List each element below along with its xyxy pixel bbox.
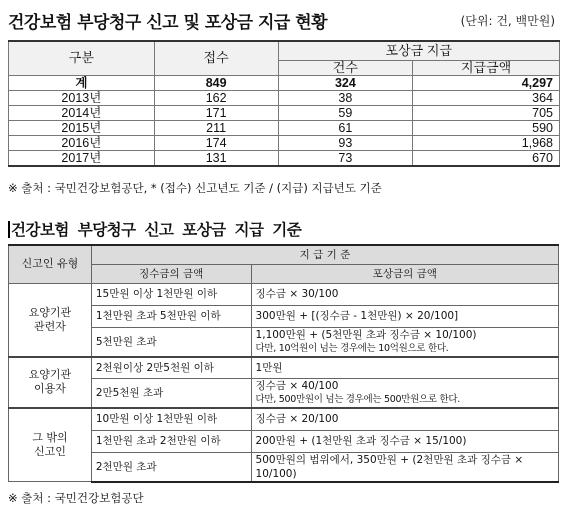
header-amount: 지급금액 — [413, 60, 560, 75]
table-cell: 38 — [278, 90, 413, 105]
table-cell: 73 — [278, 150, 413, 166]
reporter-type-cell: 요양기관 관련자 — [9, 283, 92, 357]
reward-amount-cell — [251, 305, 558, 327]
reward-amount-cell — [251, 327, 558, 357]
header-category: 구분 — [9, 41, 155, 75]
source-note-2: ※ 출처 : 국민건강보험공단 — [8, 491, 144, 505]
header-reward-group: 포상금 지급 — [278, 41, 560, 60]
reward-formula: 징수금 × 20/100 — [255, 413, 339, 426]
table-cell: 1,968 — [413, 135, 560, 150]
reporter-type-cell: 그 밖의 신고인 — [9, 408, 92, 482]
table-cell: 2016년 — [9, 135, 155, 150]
reward-amount-cell — [251, 357, 558, 379]
reward-status-table — [8, 40, 560, 167]
table-cell: 171 — [154, 105, 278, 120]
header-reporter-type: 신고인 유형 — [9, 245, 92, 283]
table-row — [9, 135, 560, 150]
criteria-row — [9, 430, 559, 452]
source-note-1: ※ 출처 : 국민건강보험공단, * (접수) 신고년도 기준 / (지급) 지급년도 기준 — [8, 181, 382, 195]
table-cell: 174 — [154, 135, 278, 150]
table-cell: 61 — [278, 120, 413, 135]
text-cursor — [8, 221, 10, 238]
table-cell: 4,297 — [413, 75, 560, 90]
reward-formula: 1만원 — [255, 361, 283, 374]
reward-criteria-table — [8, 244, 559, 483]
criteria-row — [9, 283, 559, 305]
reward-formula: 징수금 × 40/100 — [255, 380, 339, 392]
table-cell: 849 — [154, 75, 278, 90]
table-row — [9, 90, 560, 105]
collected-amount-cell: 2천원이상 2만5천원 이하 — [91, 357, 251, 379]
table-row — [9, 120, 560, 135]
criteria-row — [9, 408, 559, 430]
criteria-row — [9, 357, 559, 379]
table-cell: 324 — [278, 75, 413, 90]
table-cell: 364 — [413, 90, 560, 105]
reward-amount-cell — [251, 408, 558, 430]
table-cell: 2015년 — [9, 120, 155, 135]
collected-amount-cell: 10만원 이상 1천만원 이하 — [91, 408, 251, 430]
reward-note: 다만, 500만원이 넘는 경우에는 500만원으로 한다. — [255, 394, 460, 405]
header-count: 건수 — [278, 60, 413, 75]
table-cell: 2017년 — [9, 150, 155, 166]
unit-label: (단위: 건, 백만원) — [460, 14, 555, 28]
criteria-row — [9, 379, 559, 409]
table-row — [9, 105, 560, 120]
criteria-row — [9, 327, 559, 357]
table2-title — [8, 218, 301, 240]
table-cell: 670 — [413, 150, 560, 166]
table-cell: 705 — [413, 105, 560, 120]
table-cell: 계 — [9, 75, 155, 90]
reward-amount-cell — [251, 283, 558, 305]
header-reward-amount: 포상금의 금액 — [251, 264, 558, 283]
table-cell: 211 — [154, 120, 278, 135]
header-collected-amount: 징수금의 금액 — [91, 264, 251, 283]
reward-formula: 1,100만원 + (5천만원 초과 징수금 × 10/100) — [255, 328, 477, 341]
collected-amount-cell: 5천만원 초과 — [91, 327, 251, 357]
collected-amount-cell: 1천만원 초과 5천만원 이하 — [91, 305, 251, 327]
reward-formula: 200만원 + (1천만원 초과 징수금 × 15/100) — [255, 435, 467, 447]
table-cell: 131 — [154, 150, 278, 166]
collected-amount-cell: 2만5천원 초과 — [91, 379, 251, 409]
reward-formula: 500만원의 범위에서, 350만원 + (2천만원 초과 징수금 × 10/100) — [255, 453, 524, 480]
collected-amount-cell: 1천만원 초과 2천만원 이하 — [91, 430, 251, 452]
table1-title: 건강보험 부당청구 신고 및 포상금 지급 현황 — [8, 13, 328, 33]
reward-amount-cell — [251, 430, 558, 452]
header-reports: 접수 — [154, 41, 278, 75]
criteria-row — [9, 452, 559, 482]
table-cell: 2013년 — [9, 90, 155, 105]
reporter-type-cell: 요양기관 이용자 — [9, 357, 92, 409]
reward-formula: 300만원 + [(징수금 - 1천만원) × 20/100] — [255, 310, 459, 322]
table-cell: 590 — [413, 120, 560, 135]
table2-title-text: 건강보험 부당청구 신고 포상금 지급 기준 — [11, 221, 302, 239]
reward-formula: 징수금 × 30/100 — [255, 288, 339, 300]
reward-note: 다만, 10억원이 넘는 경우에는 10억원으로 한다. — [255, 342, 449, 354]
header-criteria: 지 급 기 준 — [91, 245, 558, 264]
table-cell: 2014년 — [9, 105, 155, 120]
table-row — [9, 150, 560, 166]
table-cell: 93 — [278, 135, 413, 150]
table-cell: 162 — [154, 90, 278, 105]
criteria-row — [9, 305, 559, 327]
reward-amount-cell — [251, 452, 558, 482]
collected-amount-cell: 15만원 이상 1천만원 이하 — [91, 283, 251, 305]
table-cell: 59 — [278, 105, 413, 120]
reward-amount-cell — [251, 379, 558, 409]
collected-amount-cell: 2천만원 초과 — [91, 452, 251, 482]
total-row — [9, 75, 560, 90]
